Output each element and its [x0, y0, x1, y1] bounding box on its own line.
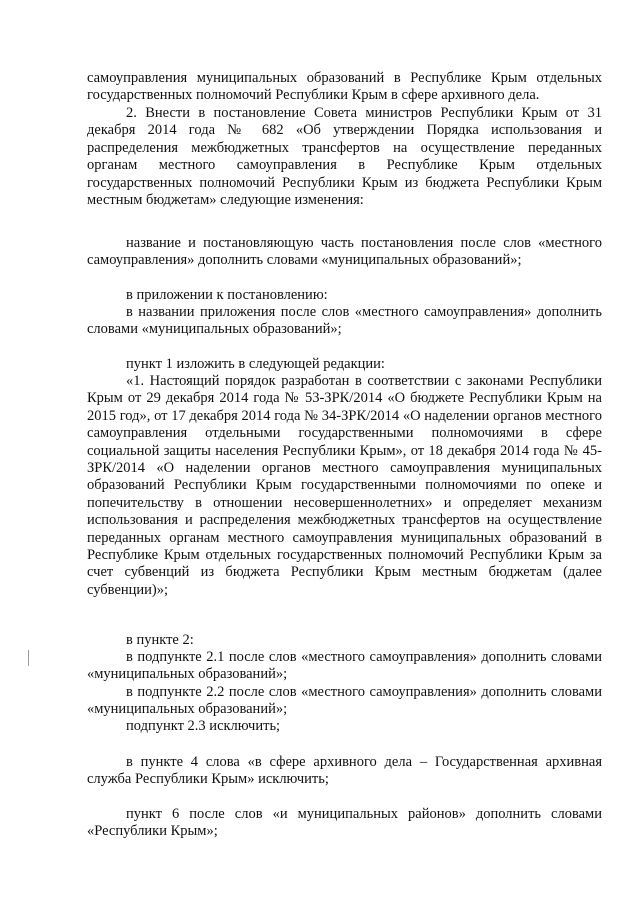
paragraph-appendix-name: в названии приложения после слов «местного самоуправления» дополнить словами «муниципальных образований»;	[87, 304, 602, 338]
paragraph-title-change: название и постановляющую часть постановления после слов «местного самоуправления» дополнить словами «муниципальных образований»;	[87, 235, 602, 269]
paragraph-subpoint-2-3: подпункт 2.3 исключить;	[126, 718, 281, 734]
paragraph-subpoint-2-1: в подпункте 2.1 после слов «местного самоуправления» дополнить словами «муниципальных образований»;	[87, 649, 602, 683]
paragraph-point-1-intro: пункт 1 изложить в следующей редакции:	[126, 356, 385, 372]
paragraph-item-2: 2. Внести в постановление Совета министров Республики Крым от 31 декабря 2014 года № 682 «Об утверждении Порядка использования и распределения межбюджетных трансфертов на осуществление переданных органам местного самоуправления в Республике Крым отдельных государственных полномочий Республики Крым из бюджета Республики Крым местным бюджетам» следующие изменения:	[87, 105, 602, 209]
margin-mark	[28, 650, 29, 666]
paragraph-point-1-text: «1. Настоящий порядок разработан в соответствии с законами Республики Крым от 29 декабря 2014 года № 53-ЗРК/2014 «О бюджете Республики Крым на 2015 год», от 17 декабря 2014 года № 34-ЗРК/2014 «О наделении органов местного самоуправления отдельными государственными полномочиями в сфере социальной защиты населения Республики Крым», от 18 декабря 2014 года № 45-ЗРК/2014 «О наделении органов местного самоуправления муниципальных образований Республики Крым государственными полномочиями по опеке и попечительству в отношении несовершеннолетних» и определяет механизм использования и распределения межбюджетных трансфертов на осуществление переданных органам местного самоуправления муниципальных образований в Республике Крым отдельных государственных полномочий Республики Крым за счет субвенций из бюджета Республики Крым местным бюджетам (далее субвенции)»;	[87, 373, 602, 598]
paragraph-point-4: в пункте 4 слова «в сфере архивного дела – Государственная архивная служба Республики Крым» исключить;	[87, 754, 602, 788]
paragraph-point-6: пункт 6 после слов «и муниципальных районов» дополнить словами «Республики Крым»;	[87, 806, 602, 840]
paragraph-subpoint-2-2: в подпункте 2.2 после слов «местного самоуправления» дополнить словами «муниципальных образований»;	[87, 684, 602, 718]
paragraph-continuation: самоуправления муниципальных образований в Республике Крым отдельных государственных полномочий Республики Крым в сфере архивного дела.	[87, 70, 602, 104]
paragraph-point-2-intro: в пункте 2:	[126, 632, 194, 648]
paragraph-appendix-intro: в приложении к постановлению:	[126, 287, 328, 303]
